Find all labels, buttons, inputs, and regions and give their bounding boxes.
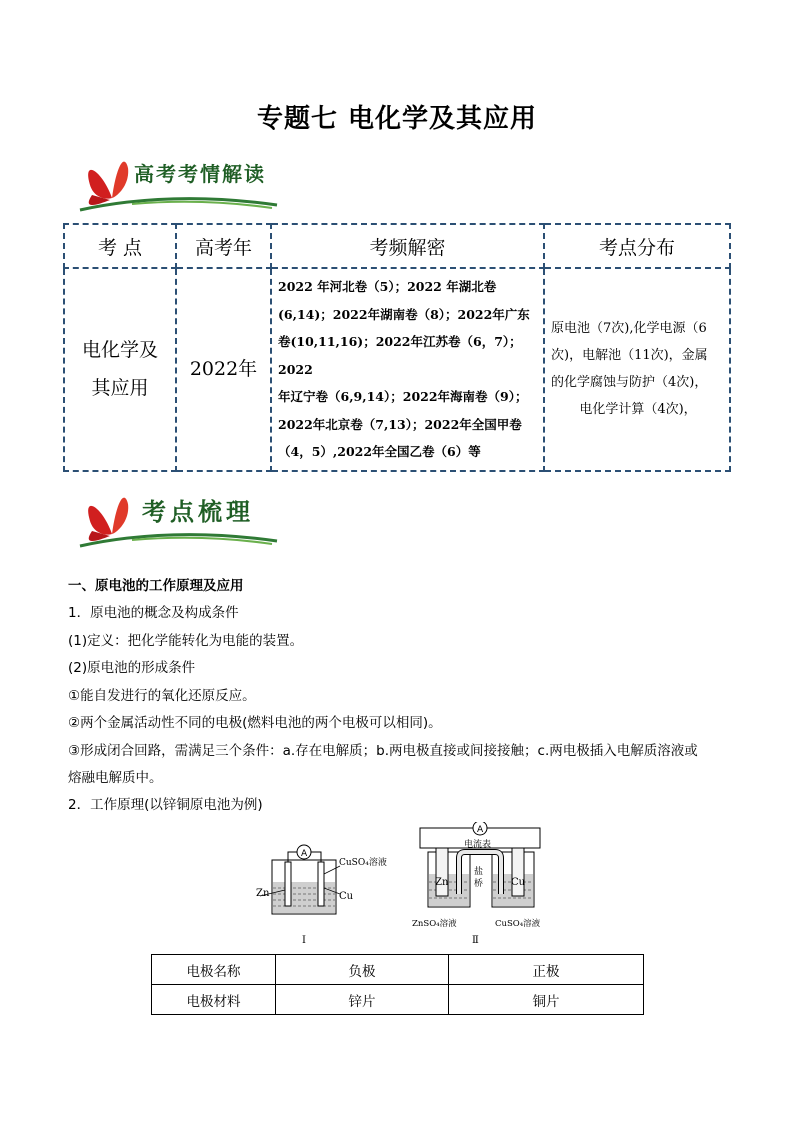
zn-label: Zn <box>256 888 270 899</box>
zn-electrode <box>285 862 291 906</box>
zn-electrode <box>436 848 448 896</box>
section-heading: 一、原电池的工作原理及应用 <box>68 578 244 594</box>
freq-line: 卷(10,11,16)；2022年江苏卷（6，7）；2022 <box>278 334 522 377</box>
header-frequency: 考频解密 <box>271 224 544 268</box>
dist-line: 的化学腐蚀与防护（4次)， <box>551 375 708 391</box>
freq-line: 2022年北京卷（7,13）；2022年全国甲卷 <box>278 416 522 432</box>
topic-line: 电化学及 <box>81 339 158 362</box>
table-cell: 负极 <box>276 955 449 985</box>
topic-line: 其应用 <box>91 377 149 400</box>
section-banner-exam-analysis <box>72 150 282 220</box>
cu-label: Cu <box>511 877 526 888</box>
paragraph: ③形成闭合回路，需满足三个条件：a.存在电解质；b.两电极直接或间接接触；c.两电极插入电解质溶液或 <box>68 743 698 759</box>
table-cell: 正极 <box>449 955 644 985</box>
cell-topic <box>64 268 176 471</box>
item-heading: 1．原电池的概念及构成条件 <box>68 605 239 621</box>
cell-two-label: Ⅱ <box>472 935 479 946</box>
freq-line: 2022 年河北卷（5）；2022 年湖北卷 <box>278 279 497 294</box>
paragraph: ②两个金属活动性不同的电极(燃料电池的两个电极可以相同)。 <box>68 715 442 731</box>
dist-line: 次)，电解池（11次)，金属 <box>551 348 708 364</box>
table-row <box>152 985 644 1015</box>
freq-line: 年辽宁卷（6,9,14）；2022年海南卷（9）； <box>278 389 528 404</box>
ammeter-label: A <box>301 849 308 859</box>
cell-distribution <box>544 268 730 471</box>
exam-info-table <box>63 223 731 472</box>
dist-line: 原电池（7次),化学电源（6 <box>551 321 707 337</box>
cell-one-label: Ⅰ <box>302 935 306 946</box>
salt-bridge-label: 桥 <box>474 879 484 889</box>
ammeter-label: A <box>477 825 484 835</box>
paragraph: ①能自发进行的氧化还原反应。 <box>68 688 256 704</box>
cell-one <box>260 845 340 914</box>
page-title: 专题七 电化学及其应用 <box>256 104 538 134</box>
banner-title: 高考考情解读 <box>134 162 266 186</box>
zn-label: Zn <box>435 877 449 888</box>
znso4-label: ZnSO₄溶液 <box>412 919 457 929</box>
header-topic: 考 点 <box>64 224 176 268</box>
cu-label: Cu <box>339 891 354 902</box>
header-year: 高考年 <box>176 224 271 268</box>
freq-line: (6,14)；2022年湖南卷（8）；2022年广东 <box>278 306 530 322</box>
cell-frequency <box>271 268 544 471</box>
header-distribution: 考点分布 <box>544 224 730 268</box>
cuso4-label: CuSO₄溶液 <box>339 858 387 868</box>
paragraph: 熔融电解质中。 <box>68 770 163 786</box>
paragraph: (1)定义：把化学能转化为电能的装置。 <box>68 633 304 649</box>
cu-electrode <box>512 848 524 896</box>
current-meter-label: 电流表 <box>464 840 492 850</box>
item-heading: 2．工作原理(以锌铜原电池为例) <box>68 797 263 813</box>
table-cell: 电极材料 <box>152 985 276 1015</box>
solution-fill <box>273 882 335 913</box>
electrode-table <box>151 954 644 1015</box>
galvanic-cell-diagram <box>240 822 560 950</box>
banner-title: 考点梳理 <box>142 497 254 526</box>
cu-electrode <box>318 862 324 906</box>
table-cell: 电极名称 <box>152 955 276 985</box>
section-banner-key-points <box>72 486 282 556</box>
dist-line: 电化学计算（4次)， <box>579 402 697 418</box>
cell-year: 2022年 <box>176 268 271 471</box>
paragraph: (2)原电池的形成条件 <box>68 660 196 676</box>
table-cell: 铜片 <box>449 985 644 1015</box>
cuso4-label: CuSO₄溶液 <box>495 919 541 929</box>
table-row <box>152 955 644 985</box>
table-cell: 锌片 <box>276 985 449 1015</box>
salt-bridge-label: 盐 <box>474 867 484 877</box>
freq-line: （4，5）,2022年全国乙卷（6）等 <box>278 444 481 459</box>
